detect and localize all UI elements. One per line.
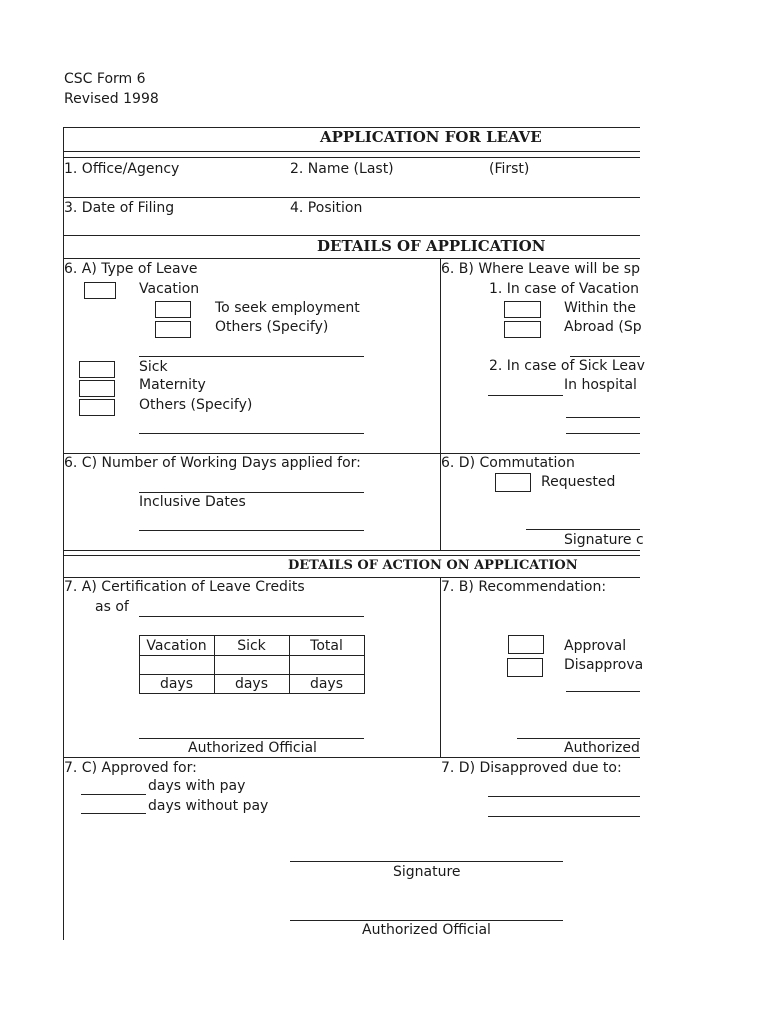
- leave-type-label: 6. A) Type of Leave: [64, 261, 198, 277]
- form-code: CSC Form 6: [64, 71, 146, 87]
- frame-left-border: [63, 127, 64, 940]
- disapproved-label: 7. D) Disapproved due to:: [441, 760, 622, 776]
- footer-authorized-line[interactable]: [290, 920, 563, 921]
- inclusive-dates-label: Inclusive Dates: [139, 494, 246, 510]
- approved-for-label: 7. C) Approved for:: [64, 760, 197, 776]
- vacation-others-label: Others (Specify): [215, 319, 329, 335]
- hospital-label: In hospital: [564, 377, 637, 393]
- action-title: DETAILS OF ACTION ON APPLICATION: [288, 558, 578, 573]
- divider: [63, 453, 640, 454]
- days-without-pay-line[interactable]: [81, 813, 146, 814]
- name-first-label: (First): [489, 161, 530, 177]
- footer-authorized-label: Authorized Official: [362, 922, 491, 938]
- column-divider: [440, 258, 441, 551]
- working-days-label: 6. C) Number of Working Days applied for:: [64, 455, 361, 471]
- disapproval-checkbox[interactable]: [507, 658, 543, 677]
- position-label: 4. Position: [290, 200, 363, 216]
- disapproval-reason-line[interactable]: [566, 691, 640, 692]
- commutation-signature-label: Signature c: [564, 532, 644, 548]
- divider: [63, 258, 640, 259]
- working-days-line[interactable]: [139, 492, 364, 493]
- form-revision: Revised 1998: [64, 91, 159, 107]
- maternity-checkbox[interactable]: [79, 380, 115, 397]
- approval-checkbox[interactable]: [508, 635, 544, 654]
- recommendation-authorized-label: Authorized: [564, 740, 640, 756]
- divider: [63, 550, 640, 551]
- footer-signature-line[interactable]: [290, 861, 563, 862]
- days-with-pay-label: days with pay: [148, 778, 246, 794]
- table-header-total: Total: [310, 638, 343, 654]
- as-of-label: as of: [95, 599, 129, 615]
- vacation-others-checkbox[interactable]: [155, 321, 191, 338]
- hospital-specify-line[interactable]: [566, 417, 640, 418]
- sick-label: Sick: [139, 359, 168, 375]
- table-unit-sick: days: [234, 676, 269, 692]
- approval-label: Approval: [564, 638, 627, 654]
- vacation-label: Vacation: [139, 281, 200, 297]
- certification-authorized-label: Authorized Official: [188, 740, 317, 756]
- days-without-pay-label: days without pay: [148, 798, 269, 814]
- abroad-checkbox[interactable]: [504, 321, 541, 338]
- commutation-requested-checkbox[interactable]: [495, 473, 531, 492]
- recommendation-label: 7. B) Recommendation:: [441, 579, 607, 595]
- divider: [63, 577, 640, 578]
- disapproved-reason-line[interactable]: [488, 796, 640, 797]
- commutation-label: 6. D) Commutation: [441, 455, 575, 471]
- sick-case-label: 2. In case of Sick Leav: [489, 358, 645, 374]
- disapproved-reason-line-2[interactable]: [488, 816, 640, 817]
- divider: [63, 757, 640, 758]
- disapproval-label: Disapprova: [564, 657, 644, 673]
- date-of-filing-label: 3. Date of Filing: [64, 200, 175, 216]
- sick-checkbox[interactable]: [79, 361, 115, 378]
- vacation-others-line[interactable]: [139, 356, 364, 357]
- requested-label: Requested: [541, 474, 616, 490]
- column-divider-2: [440, 577, 441, 757]
- where-spent-label: 6. B) Where Leave will be sp: [441, 261, 640, 277]
- recommendation-signature-line[interactable]: [517, 738, 640, 739]
- within-checkbox[interactable]: [504, 301, 541, 318]
- within-label: Within the: [564, 300, 636, 316]
- other-leave-checkbox[interactable]: [79, 399, 115, 416]
- details-title: DETAILS OF APPLICATION: [317, 237, 546, 255]
- abroad-line[interactable]: [570, 356, 640, 357]
- footer-signature-label: Signature: [393, 864, 461, 880]
- divider: [63, 235, 640, 236]
- divider: [63, 151, 640, 152]
- table-header-sick: Sick: [237, 638, 266, 654]
- vacation-checkbox[interactable]: [84, 282, 116, 299]
- as-of-line[interactable]: [139, 616, 364, 617]
- table-unit-total: days: [309, 676, 344, 692]
- form-title: APPLICATION FOR LEAVE: [320, 128, 542, 146]
- certification-label: 7. A) Certification of Leave Credits: [64, 579, 305, 595]
- divider: [63, 197, 640, 198]
- divider: [139, 655, 364, 656]
- other-leave-label: Others (Specify): [139, 397, 253, 413]
- seek-employment-checkbox[interactable]: [155, 301, 191, 318]
- divider: [63, 555, 640, 556]
- maternity-label: Maternity: [139, 377, 206, 393]
- seek-employment-label: To seek employment: [215, 300, 360, 316]
- hospital-line[interactable]: [488, 395, 563, 396]
- other-leave-line[interactable]: [139, 433, 364, 434]
- certification-signature-line[interactable]: [139, 738, 364, 739]
- table-unit-vacation: days: [159, 676, 194, 692]
- inclusive-dates-line[interactable]: [139, 530, 364, 531]
- office-agency-label: 1. Office/Agency: [64, 161, 180, 177]
- hospital-specify-line-2[interactable]: [566, 433, 640, 434]
- table-header-vacation: Vacation: [146, 638, 207, 654]
- vacation-case-label: 1. In case of Vacation: [489, 281, 640, 297]
- divider: [63, 157, 640, 158]
- name-last-label: 2. Name (Last): [290, 161, 394, 177]
- commutation-signature-line[interactable]: [526, 529, 640, 530]
- days-with-pay-line[interactable]: [81, 794, 146, 795]
- abroad-label: Abroad (Sp: [564, 319, 642, 335]
